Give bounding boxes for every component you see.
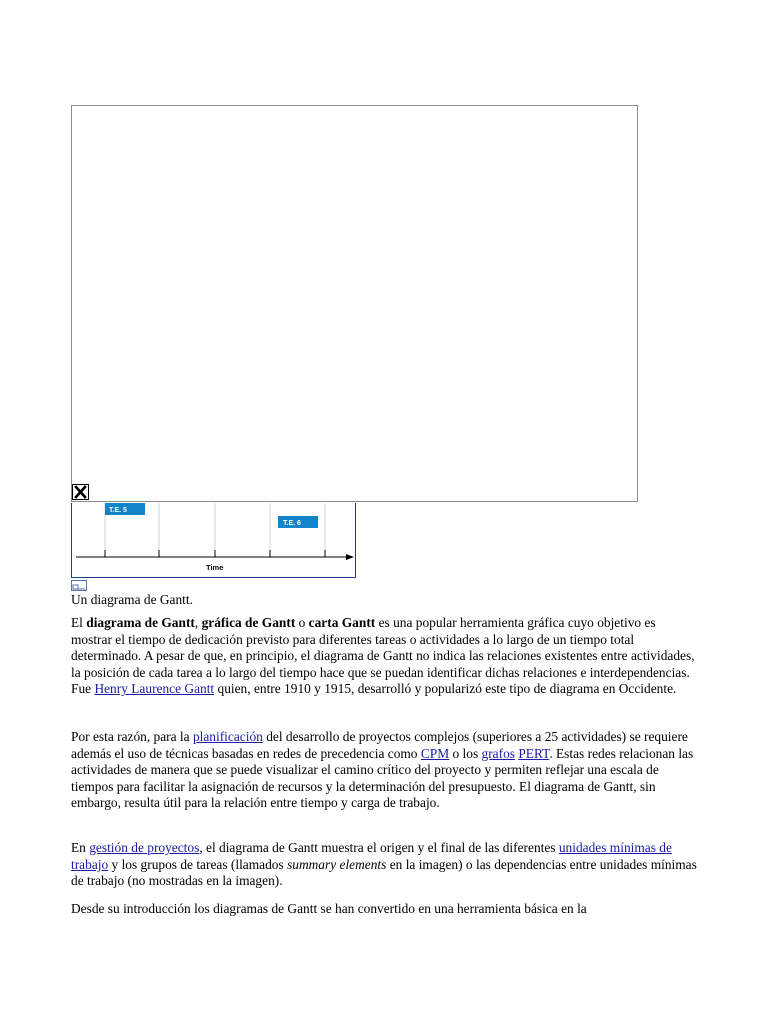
bold-term: gráfica de Gantt (201, 615, 296, 630)
link-henry-laurence-gantt[interactable]: Henry Laurence Gantt (94, 681, 215, 697)
paragraph-introduction-history: Desde su introducción los diagramas de Gantt se han convertido en una herramienta básica en la (71, 901, 587, 916)
link-planificacion[interactable]: planificación (192, 729, 263, 744)
gantt-bar-label: T.E. 6 (283, 520, 301, 527)
italic-term: summary elements (287, 856, 387, 872)
figure-caption: Un diagrama de Gantt. (71, 592, 193, 607)
bold-term: diagrama de Gantt (86, 615, 195, 630)
enlarge-image-icon[interactable] (71, 578, 87, 589)
paragraph-project-management: En gestión de proyectos, el diagrama de Gantt muestra el origen y el final de las diferentes unidades mínimas de trabajo y los grupos de tareas (llamados summary elements en la imagen) o las dependencias entre unidades mínimas de trabajo (no mostradas en la imagen). (71, 840, 697, 889)
image-placeholder-frame (71, 105, 638, 502)
link-cpm[interactable]: CPM (420, 745, 450, 761)
gantt-bar-label: T.E. 5 (109, 507, 127, 514)
paragraph-planning: Por esta razón, para la planificación del desarrollo de proyectos complejos (superiores a 25 actividades) se requiere además el uso de técnicas basadas en redes de precedencia como CPM o los grafos PERT. Estas redes relacionan las actividades de manera que se puede visualizar el camino crítico del proyecto y permiten reflejar una escala de tiempos para facilitar la asignación de recursos y la determinación del presupuesto. El diagrama de Gantt, sin embargo, resulta útil para la relación entre tiempo y carga de trabajo. (71, 729, 694, 811)
link-unidades-minimas-de-trabajo[interactable]: unidades mínimas de trabajo (71, 840, 672, 872)
paragraph-intro: El diagrama de Gantt, gráfica de Gantt o carta Gantt es una popular herramienta gráfica cuyo objetivo es mostrar el tiempo de dedicación previsto para diferentes tareas o actividades a lo largo de un tiempo total determinado. A pesar de que, en principio, el diagrama de Gantt no indica las relaciones existentes entre actividades, la posición de cada tarea a lo largo del tiempo hace que se puedan identificar dichas relaciones e interdependencias. Fue Henry Laurence Gantt quien, entre 1910 y 1915, desarrolló y popularizó este tipo de diagrama en Occidente. (71, 615, 695, 697)
link-gestion-de-proyectos[interactable]: gestión de proyectos (89, 840, 200, 855)
bold-term: carta Gantt (308, 615, 376, 630)
link-pert[interactable]: PERT (518, 745, 550, 761)
broken-image-close-icon[interactable] (72, 484, 89, 500)
link-grafos[interactable]: grafos (481, 745, 515, 761)
gantt-axis-label: Time (206, 563, 224, 572)
gantt-chart-image (71, 503, 356, 578)
